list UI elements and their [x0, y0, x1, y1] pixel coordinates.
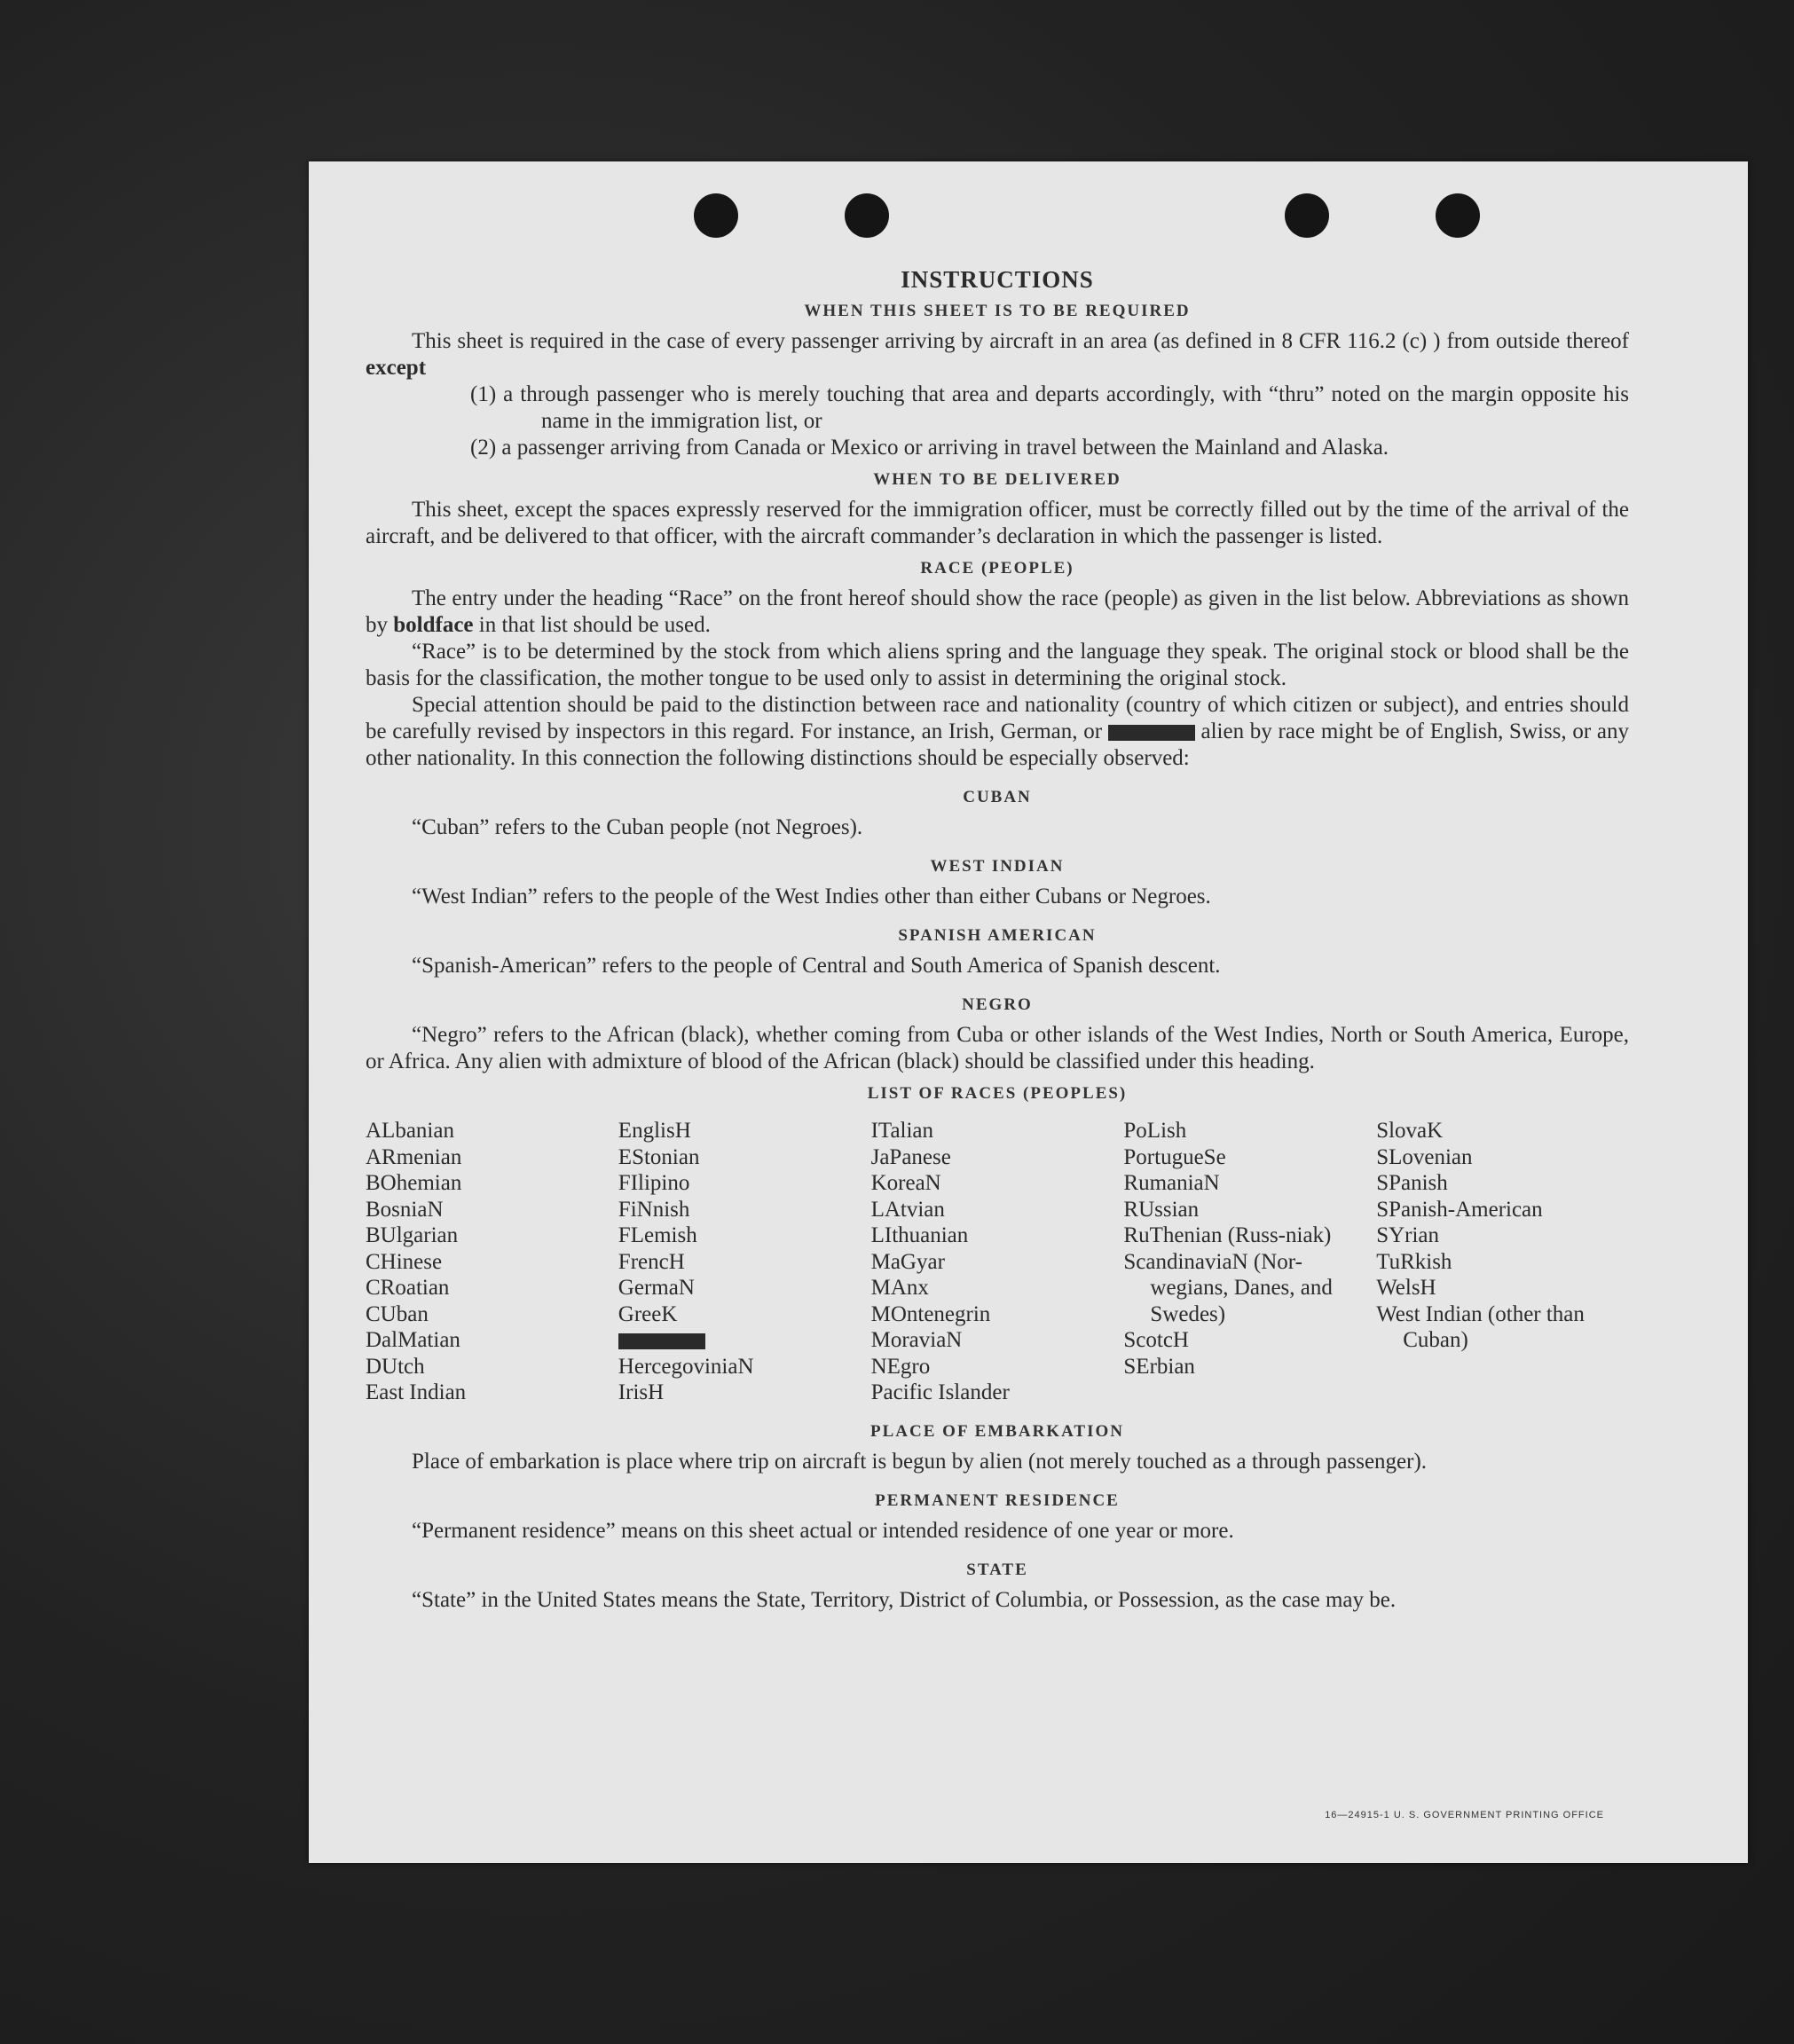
heading-race: RACE (PEOPLE) — [920, 559, 1074, 578]
races-column — [366, 1118, 618, 1406]
race-item: CHinese — [366, 1249, 443, 1274]
race-item: BosniaN — [366, 1197, 444, 1222]
race-item: HercegoviniaN — [618, 1354, 754, 1379]
race-item: SErbian — [1123, 1354, 1195, 1379]
race-item: TuRkish — [1376, 1249, 1452, 1274]
race-item: SlovaK — [1376, 1119, 1444, 1143]
race-item: ScandinaviaN (Nor-wegians, Danes, and Swedes) — [1123, 1249, 1333, 1326]
race-item: IrisH — [618, 1380, 665, 1404]
race-item: EStonian — [618, 1144, 700, 1169]
race-item: EnglisH — [618, 1119, 691, 1143]
race-p1-after: in that list should be used. — [478, 613, 711, 637]
race-item: KoreaN — [870, 1171, 941, 1195]
race-item: JaPanese — [870, 1144, 951, 1169]
race-item: West Indian (other than Cuban) — [1376, 1301, 1585, 1352]
race-item: FLemish — [618, 1223, 697, 1247]
paragraph-embarkation: Place of embarkation is place where trip on aircraft is begun by alien (not merely touched as a through passenger). — [412, 1449, 1428, 1474]
race-item: ALbanian — [366, 1119, 454, 1143]
race-item: SYrian — [1376, 1223, 1440, 1247]
paragraph-race-1 — [366, 586, 1629, 639]
heading-cuban: CUBAN — [963, 788, 1032, 806]
instruction-sheet — [309, 161, 1748, 1863]
race-item: RUssian — [1123, 1197, 1200, 1222]
required-item-2: (2) a passenger arriving from Canada or Mexico or arriving in travel between the Mainland and Alaska. — [470, 436, 1389, 460]
race-p1-bold: boldface — [393, 613, 474, 637]
race-item: DUtch — [366, 1354, 425, 1379]
races-column — [871, 1118, 1124, 1406]
paragraph-residence: “Permanent residence” means on this sheet actual or intended residence of one year or more. — [412, 1518, 1234, 1543]
required-text: This sheet is required in the case of every passenger arriving by aircraft in an area (as defined in 8 CFR 116.2 (c) ) from outside thereof — [412, 329, 1629, 353]
page-title: INSTRUCTIONS — [901, 266, 1094, 293]
race-item: Pacific Islander — [870, 1380, 1010, 1404]
race-item: FrencH — [618, 1249, 685, 1274]
paragraph-negro: “Negro” refers to the African (black), whether coming from Cuba or other islands of the West Indies, North or South America, Europe, or Africa. Any alien with admixture of blood of the African (black) should be classified under this heading. — [366, 1023, 1629, 1073]
race-p3-text: Special attention should be paid to the distinction between race and nationality (country of which citizen or subject), and entries should be carefully revised by inspectors in this regard. For instance, an Irish, German, or — [366, 693, 1629, 743]
race-item: ITalian — [870, 1119, 934, 1143]
heading-embarkation: PLACE OF EMBARKATION — [870, 1421, 1124, 1441]
race-item: RuThenian (Russ-niak) — [1123, 1223, 1332, 1247]
printing-office-code: 16—24915-1 U. S. GOVERNMENT PRINTING OFFICE — [1325, 1810, 1604, 1820]
race-item: CUban — [366, 1301, 429, 1326]
punch-hole — [1285, 193, 1329, 238]
races-column — [618, 1118, 871, 1406]
race-item: RumaniaN — [1123, 1171, 1220, 1195]
heading-delivered: WHEN TO BE DELIVERED — [873, 470, 1121, 489]
race-item: ARmenian — [366, 1144, 462, 1169]
race-p3-after: alien by race might be of English, Swiss, or any other nationality. In this connection the following distinctions should be especially observed: — [366, 719, 1630, 770]
race-item: SPanish — [1376, 1171, 1448, 1195]
paragraph-spanish-american: “Spanish-American” refers to the people of Central and South America of Spanish descent. — [412, 954, 1221, 978]
heading-state: STATE — [966, 1560, 1028, 1579]
race-item: East Indian — [366, 1380, 467, 1404]
race-item: BOhemian — [366, 1171, 462, 1195]
race-item: DalMatian — [366, 1328, 460, 1352]
race-item: GreeK — [618, 1301, 678, 1326]
race-item: FiNnish — [618, 1197, 690, 1222]
race-item: WelsH — [1376, 1276, 1436, 1300]
redaction-mark — [618, 1333, 705, 1349]
races-column — [1123, 1118, 1376, 1406]
race-item: ScotcH — [1123, 1328, 1189, 1352]
required-item-1: (1) a through passenger who is merely touching that area and departs accordingly, with “thru” noted on the margin opposite his name in the immigration list, or — [470, 382, 1629, 433]
paragraph-cuban: “Cuban” refers to the Cuban people (not Negroes). — [412, 815, 863, 839]
race-item — [618, 1327, 871, 1354]
race-item: FIlipino — [618, 1171, 690, 1195]
race-item: MoraviaN — [870, 1328, 963, 1352]
punch-hole — [694, 193, 738, 238]
race-item: MaGyar — [870, 1249, 945, 1274]
race-item: SLovenian — [1376, 1144, 1473, 1169]
heading-spanish-american: SPANISH AMERICAN — [898, 926, 1097, 945]
race-p1-text: The entry under the heading “Race” on the front hereof should show the race (people) as given in the list below. Abbreviations as shown by — [366, 586, 1629, 637]
punch-hole — [845, 193, 889, 238]
race-item: SPanish-American — [1376, 1197, 1543, 1222]
heading-list-of-races: LIST OF RACES (PEOPLES) — [867, 1084, 1128, 1103]
sheet-content — [366, 266, 1629, 1614]
race-item: PoLish — [1123, 1119, 1187, 1143]
paragraph-state: “State” in the United States means the State, Territory, District of Columbia, or Possession, as the case may be. — [412, 1587, 1397, 1612]
required-except: except — [366, 356, 427, 380]
redaction-mark — [1108, 725, 1195, 741]
paragraph-delivered: This sheet, except the spaces expressly reserved for the immigration officer, must be correctly filled out by the time of the arrival of the aircraft, and be delivered to that officer, with the aircraft commander’s declaration in which the passenger is listed. — [366, 498, 1629, 548]
punch-hole — [1436, 193, 1480, 238]
heading-negro: NEGRO — [962, 995, 1033, 1014]
race-item: CRoatian — [366, 1276, 450, 1300]
paragraph-race-2: “Race” is to be determined by the stock from which aliens spring and the language they speak. The original stock or blood shall be the basis for the classification, the mother tongue to be used only to assist in determining the original stock. — [366, 640, 1629, 690]
race-item: LIthuanian — [870, 1223, 969, 1247]
heading-required: WHEN THIS SHEET IS TO BE REQUIRED — [804, 302, 1191, 320]
paragraph-required — [366, 328, 1629, 381]
race-item: MOntenegrin — [870, 1301, 991, 1326]
races-list — [366, 1118, 1629, 1406]
race-item: GermaN — [618, 1276, 695, 1300]
race-item: PortugueSe — [1123, 1144, 1226, 1169]
race-item: MAnx — [870, 1276, 929, 1300]
heading-residence: PERMANENT RESIDENCE — [875, 1490, 1120, 1510]
races-column — [1376, 1118, 1629, 1406]
race-item: BUlgarian — [366, 1223, 459, 1247]
paragraph-west-indian: “West Indian” refers to the people of the West Indies other than either Cubans or Negroes. — [412, 884, 1211, 908]
paragraph-race-3 — [366, 692, 1629, 772]
race-item: NEgro — [870, 1354, 931, 1379]
heading-west-indian: WEST INDIAN — [930, 857, 1065, 876]
race-item: LAtvian — [870, 1197, 945, 1222]
